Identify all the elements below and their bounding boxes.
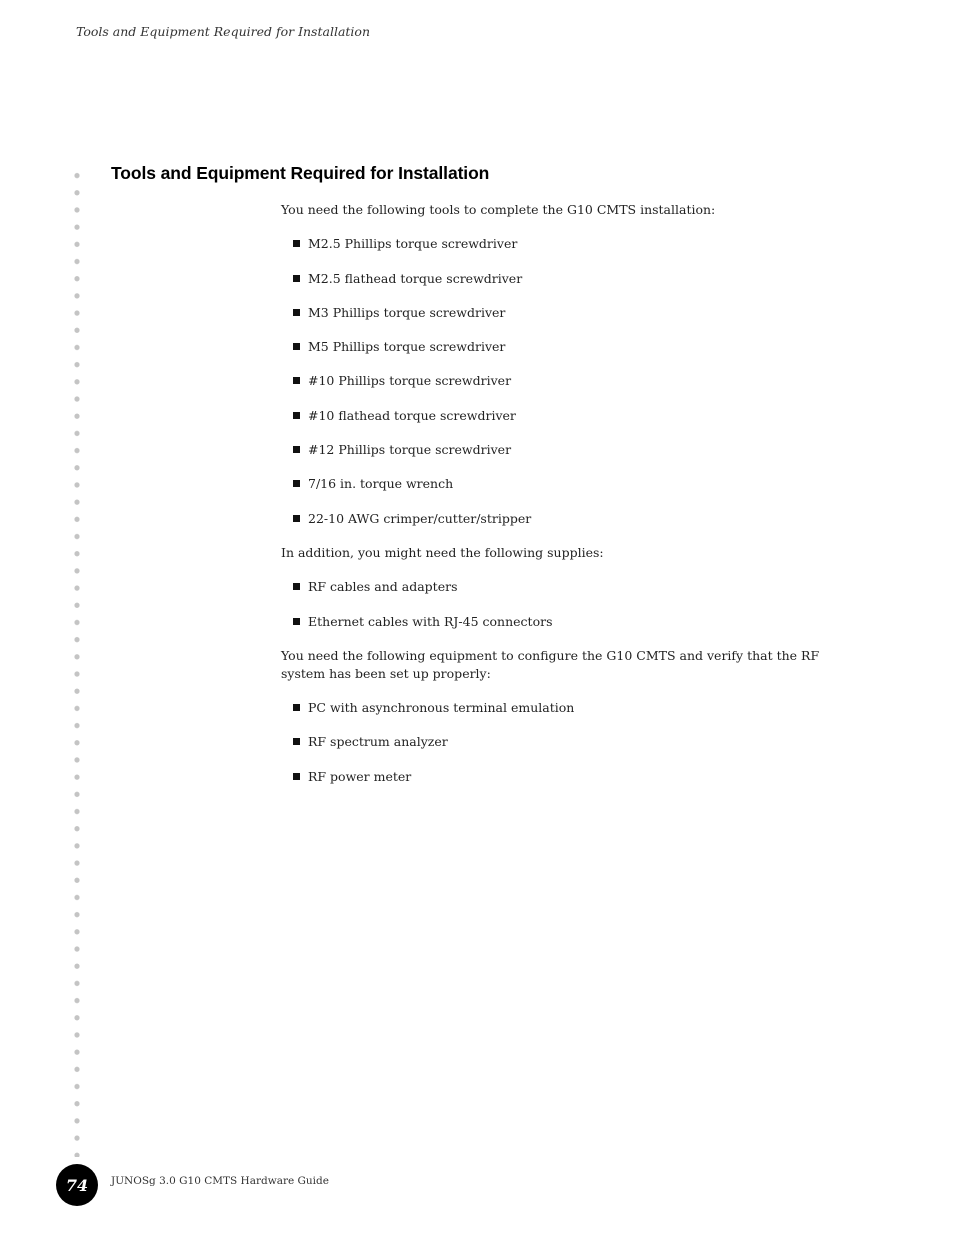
list-item bbox=[281, 372, 846, 390]
list-item-text: #10 Phillips torque screwdriver bbox=[308, 373, 512, 389]
square-bullet-icon bbox=[293, 618, 300, 625]
section-body bbox=[281, 201, 846, 802]
list-item-text: RF cables and adapters bbox=[308, 579, 458, 595]
list-item bbox=[281, 338, 846, 356]
list-item bbox=[281, 699, 846, 717]
list-item bbox=[281, 578, 846, 596]
square-bullet-icon bbox=[293, 515, 300, 522]
square-bullet-icon bbox=[293, 377, 300, 384]
footer-guide-title: JUNOSg 3.0 G10 CMTS Hardware Guide bbox=[111, 1175, 329, 1187]
square-bullet-icon bbox=[293, 309, 300, 316]
list-item bbox=[281, 441, 846, 459]
equipment-list bbox=[281, 699, 846, 786]
square-bullet-icon bbox=[293, 275, 300, 282]
page-number-badge: 74 bbox=[56, 1164, 98, 1206]
list-item-text: M3 Phillips torque screwdriver bbox=[308, 304, 506, 320]
list-item bbox=[281, 304, 846, 322]
list-item-text: M2.5 flathead torque screwdriver bbox=[308, 270, 523, 286]
list-item bbox=[281, 768, 846, 786]
square-bullet-icon bbox=[293, 738, 300, 745]
list-item bbox=[281, 407, 846, 425]
square-bullet-icon bbox=[293, 446, 300, 453]
list-item-text: RF power meter bbox=[308, 768, 412, 784]
supplies-intro: In addition, you might need the following supplies: bbox=[281, 544, 604, 560]
list-item-text: #10 flathead torque screwdriver bbox=[308, 407, 516, 423]
list-item-text: Ethernet cables with RJ-45 connectors bbox=[308, 613, 553, 629]
list-item bbox=[281, 733, 846, 751]
tools-list bbox=[281, 235, 846, 527]
square-bullet-icon bbox=[293, 704, 300, 711]
square-bullet-icon bbox=[293, 240, 300, 247]
list-item-text: RF spectrum analyzer bbox=[308, 734, 448, 750]
list-item-text: 22-10 AWG crimper/cutter/stripper bbox=[308, 510, 532, 526]
running-header: Tools and Equipment Required for Installation bbox=[76, 24, 370, 39]
dot-rail-decoration bbox=[73, 167, 81, 1157]
list-item-text: #12 Phillips torque screwdriver bbox=[308, 442, 512, 458]
square-bullet-icon bbox=[293, 480, 300, 487]
list-item-text: M2.5 Phillips torque screwdriver bbox=[308, 236, 518, 252]
square-bullet-icon bbox=[293, 412, 300, 419]
list-item bbox=[281, 475, 846, 493]
list-item-text: 7/16 in. torque wrench bbox=[308, 476, 454, 492]
list-item bbox=[281, 235, 846, 253]
list-item bbox=[281, 510, 846, 528]
equipment-intro: You need the following equipment to configure the G10 CMTS and verify that the RF system has been set up properly: bbox=[281, 647, 820, 681]
list-item bbox=[281, 613, 846, 631]
tools-intro: You need the following tools to complete the G10 CMTS installation: bbox=[281, 202, 716, 217]
list-item bbox=[281, 270, 846, 288]
list-item-text: PC with asynchronous terminal emulation bbox=[308, 700, 575, 716]
square-bullet-icon bbox=[293, 343, 300, 350]
section-title: Tools and Equipment Required for Installation bbox=[111, 163, 490, 183]
supplies-list bbox=[281, 578, 846, 630]
square-bullet-icon bbox=[293, 583, 300, 590]
square-bullet-icon bbox=[293, 773, 300, 780]
list-item-text: M5 Phillips torque screwdriver bbox=[308, 339, 506, 355]
